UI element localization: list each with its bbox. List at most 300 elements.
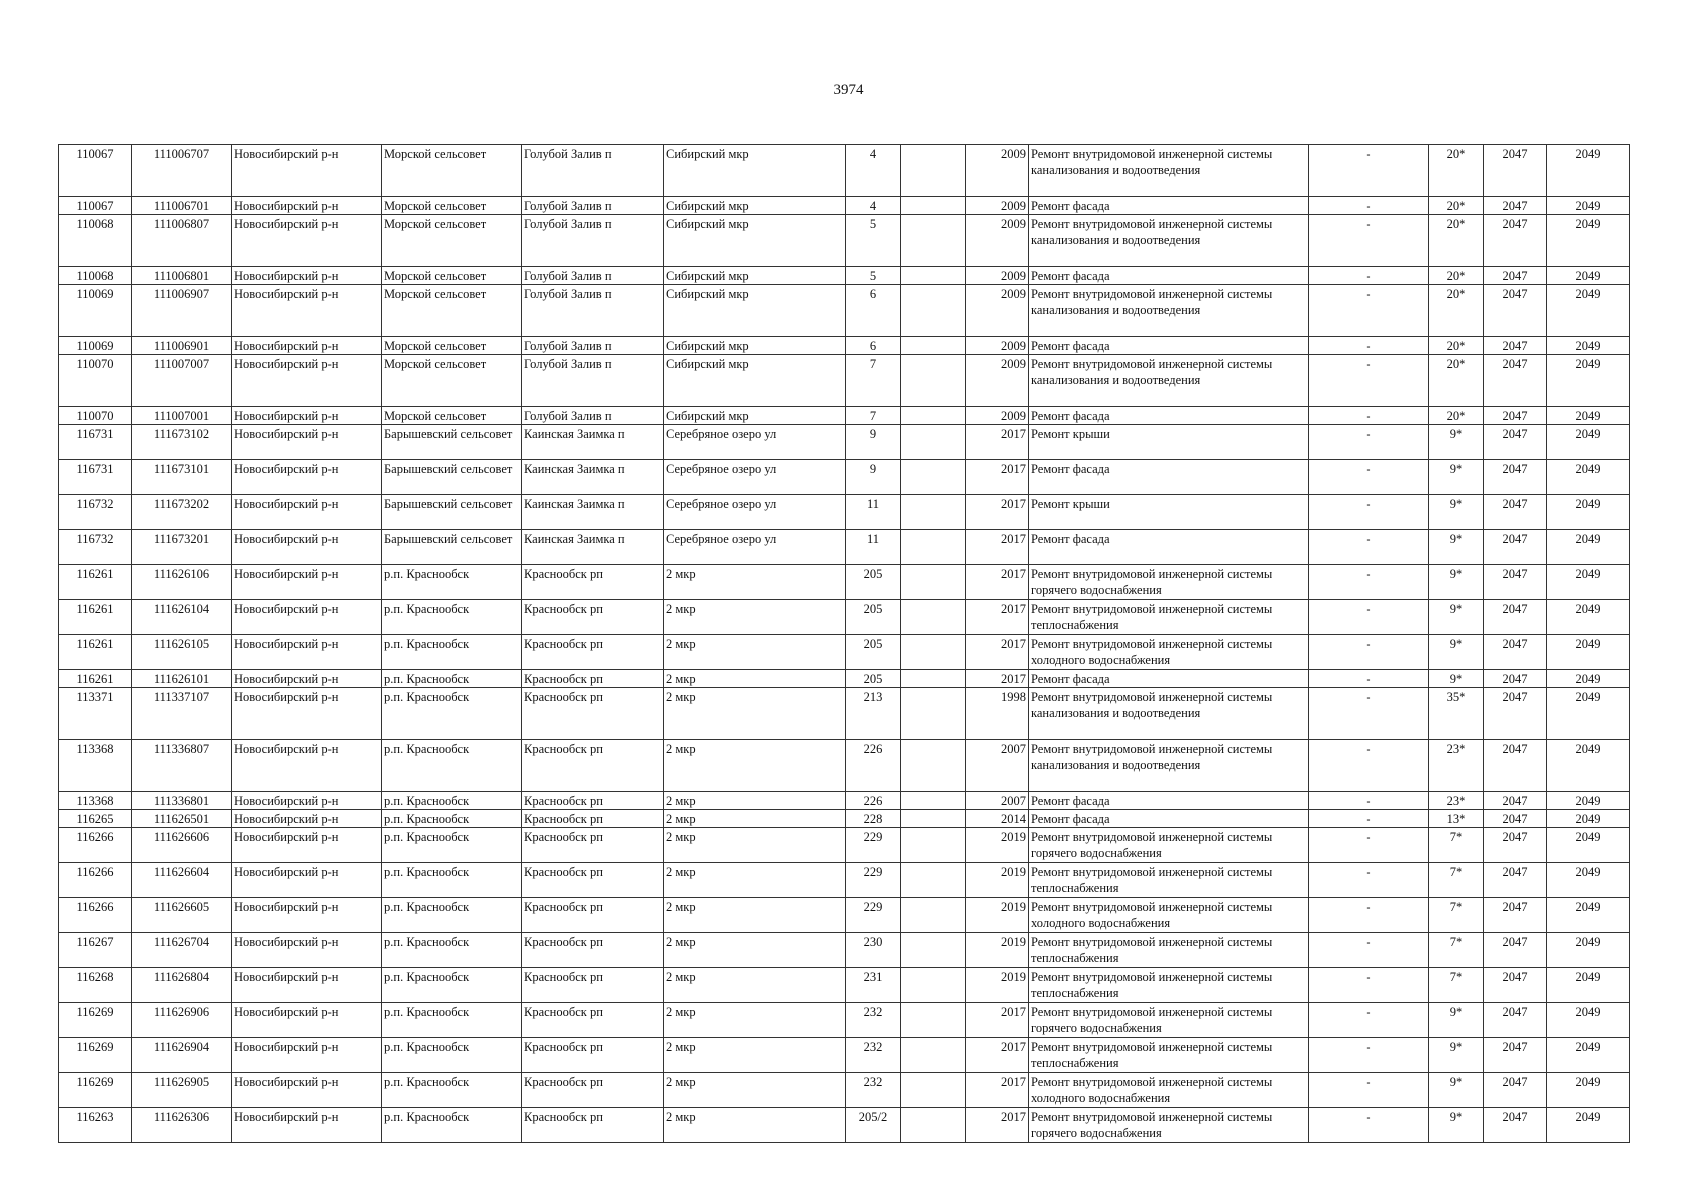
district-cell: Новосибирский р-н [232, 968, 382, 1003]
dash-cell: - [1309, 688, 1429, 740]
house-number-cell: 7 [846, 407, 901, 425]
term-cell: 9* [1429, 1108, 1484, 1143]
street-cell: Сибирский мкр [664, 337, 846, 355]
work-type-cell: Ремонт крыши [1029, 495, 1309, 530]
street-cell: 2 мкр [664, 565, 846, 600]
end-year-cell: 2049 [1547, 337, 1630, 355]
table-row [59, 285, 1630, 337]
building-cell [901, 425, 966, 460]
street-cell: Серебряное озеро ул [664, 495, 846, 530]
locality-cell: Краснообск рп [522, 898, 664, 933]
object-code-cell: 111626501 [132, 810, 232, 828]
end-year-cell: 2049 [1547, 600, 1630, 635]
locality-cell: Краснообск рп [522, 792, 664, 810]
term-cell: 20* [1429, 285, 1484, 337]
record-id-cell: 116268 [59, 968, 132, 1003]
district-cell: Новосибирский р-н [232, 285, 382, 337]
dash-cell: - [1309, 407, 1429, 425]
settlement-council-cell: Морской сельсовет [382, 285, 522, 337]
register-table-body [59, 145, 1630, 1143]
object-code-cell: 111336807 [132, 740, 232, 792]
start-year-cell: 2047 [1484, 670, 1547, 688]
locality-cell: Краснообск рп [522, 933, 664, 968]
work-type-cell: Ремонт внутридомовой инженерной системы горячего водоснабжения [1029, 565, 1309, 600]
dash-cell: - [1309, 460, 1429, 495]
start-year-cell: 2047 [1484, 285, 1547, 337]
dash-cell: - [1309, 968, 1429, 1003]
dash-cell: - [1309, 863, 1429, 898]
district-cell: Новосибирский р-н [232, 1073, 382, 1108]
object-code-cell: 111673202 [132, 495, 232, 530]
house-number-cell: 11 [846, 530, 901, 565]
work-type-cell: Ремонт внутридомовой инженерной системы холодного водоснабжения [1029, 635, 1309, 670]
year-cell: 2017 [966, 600, 1029, 635]
object-code-cell: 111626105 [132, 635, 232, 670]
work-type-cell: Ремонт внутридомовой инженерной системы канализования и водоотведения [1029, 145, 1309, 197]
end-year-cell: 2049 [1547, 828, 1630, 863]
object-code-cell: 111626101 [132, 670, 232, 688]
district-cell: Новосибирский р-н [232, 145, 382, 197]
settlement-council-cell: Морской сельсовет [382, 197, 522, 215]
table-row [59, 863, 1630, 898]
record-id-cell: 110069 [59, 285, 132, 337]
end-year-cell: 2049 [1547, 1003, 1630, 1038]
street-cell: Сибирский мкр [664, 145, 846, 197]
district-cell: Новосибирский р-н [232, 1003, 382, 1038]
object-code-cell: 111006907 [132, 285, 232, 337]
term-cell: 9* [1429, 460, 1484, 495]
start-year-cell: 2047 [1484, 145, 1547, 197]
term-cell: 20* [1429, 355, 1484, 407]
year-cell: 2017 [966, 565, 1029, 600]
building-cell [901, 828, 966, 863]
record-id-cell: 116732 [59, 530, 132, 565]
settlement-council-cell: Морской сельсовет [382, 145, 522, 197]
house-number-cell: 205 [846, 565, 901, 600]
end-year-cell: 2049 [1547, 565, 1630, 600]
district-cell: Новосибирский р-н [232, 530, 382, 565]
year-cell: 2009 [966, 197, 1029, 215]
table-row [59, 565, 1630, 600]
table-row [59, 968, 1630, 1003]
dash-cell: - [1309, 635, 1429, 670]
object-code-cell: 111626906 [132, 1003, 232, 1038]
work-type-cell: Ремонт крыши [1029, 425, 1309, 460]
street-cell: 2 мкр [664, 1073, 846, 1108]
year-cell: 2019 [966, 898, 1029, 933]
end-year-cell: 2049 [1547, 425, 1630, 460]
record-id-cell: 116261 [59, 600, 132, 635]
object-code-cell: 111626704 [132, 933, 232, 968]
record-id-cell: 116261 [59, 670, 132, 688]
building-cell [901, 215, 966, 267]
year-cell: 2009 [966, 407, 1029, 425]
term-cell: 23* [1429, 792, 1484, 810]
settlement-council-cell: Морской сельсовет [382, 267, 522, 285]
term-cell: 9* [1429, 1038, 1484, 1073]
table-row [59, 1073, 1630, 1108]
district-cell: Новосибирский р-н [232, 810, 382, 828]
table-row [59, 495, 1630, 530]
district-cell: Новосибирский р-н [232, 1108, 382, 1143]
street-cell: 2 мкр [664, 1003, 846, 1038]
work-type-cell: Ремонт внутридомовой инженерной системы теплоснабжения [1029, 1038, 1309, 1073]
street-cell: 2 мкр [664, 810, 846, 828]
district-cell: Новосибирский р-н [232, 215, 382, 267]
house-number-cell: 229 [846, 898, 901, 933]
term-cell: 9* [1429, 425, 1484, 460]
term-cell: 9* [1429, 530, 1484, 565]
dash-cell: - [1309, 337, 1429, 355]
start-year-cell: 2047 [1484, 460, 1547, 495]
start-year-cell: 2047 [1484, 635, 1547, 670]
work-type-cell: Ремонт фасада [1029, 460, 1309, 495]
house-number-cell: 229 [846, 863, 901, 898]
work-type-cell: Ремонт фасада [1029, 670, 1309, 688]
term-cell: 9* [1429, 635, 1484, 670]
object-code-cell: 111626606 [132, 828, 232, 863]
start-year-cell: 2047 [1484, 1108, 1547, 1143]
dash-cell: - [1309, 1038, 1429, 1073]
dash-cell: - [1309, 197, 1429, 215]
start-year-cell: 2047 [1484, 337, 1547, 355]
term-cell: 20* [1429, 145, 1484, 197]
house-number-cell: 231 [846, 968, 901, 1003]
work-type-cell: Ремонт внутридомовой инженерной системы горячего водоснабжения [1029, 828, 1309, 863]
building-cell [901, 898, 966, 933]
house-number-cell: 232 [846, 1038, 901, 1073]
end-year-cell: 2049 [1547, 407, 1630, 425]
term-cell: 13* [1429, 810, 1484, 828]
dash-cell: - [1309, 285, 1429, 337]
locality-cell: Голубой Залив п [522, 267, 664, 285]
dash-cell: - [1309, 792, 1429, 810]
start-year-cell: 2047 [1484, 863, 1547, 898]
work-type-cell: Ремонт фасада [1029, 337, 1309, 355]
house-number-cell: 4 [846, 145, 901, 197]
term-cell: 23* [1429, 740, 1484, 792]
building-cell [901, 1108, 966, 1143]
end-year-cell: 2049 [1547, 968, 1630, 1003]
work-type-cell: Ремонт внутридомовой инженерной системы теплоснабжения [1029, 863, 1309, 898]
dash-cell: - [1309, 267, 1429, 285]
table-row [59, 898, 1630, 933]
building-cell [901, 1073, 966, 1108]
locality-cell: Голубой Залив п [522, 215, 664, 267]
end-year-cell: 2049 [1547, 863, 1630, 898]
district-cell: Новосибирский р-н [232, 792, 382, 810]
start-year-cell: 2047 [1484, 267, 1547, 285]
table-row [59, 530, 1630, 565]
work-type-cell: Ремонт внутридомовой инженерной системы теплоснабжения [1029, 968, 1309, 1003]
dash-cell: - [1309, 565, 1429, 600]
settlement-council-cell: р.п. Краснообск [382, 828, 522, 863]
building-cell [901, 285, 966, 337]
table-row [59, 933, 1630, 968]
work-type-cell: Ремонт фасада [1029, 407, 1309, 425]
record-id-cell: 116261 [59, 635, 132, 670]
start-year-cell: 2047 [1484, 530, 1547, 565]
end-year-cell: 2049 [1547, 267, 1630, 285]
locality-cell: Краснообск рп [522, 1073, 664, 1108]
locality-cell: Голубой Залив п [522, 197, 664, 215]
district-cell: Новосибирский р-н [232, 933, 382, 968]
start-year-cell: 2047 [1484, 792, 1547, 810]
street-cell: 2 мкр [664, 670, 846, 688]
table-row [59, 1003, 1630, 1038]
building-cell [901, 670, 966, 688]
work-type-cell: Ремонт внутридомовой инженерной системы канализования и водоотведения [1029, 740, 1309, 792]
end-year-cell: 2049 [1547, 215, 1630, 267]
settlement-council-cell: р.п. Краснообск [382, 792, 522, 810]
locality-cell: Голубой Залив п [522, 337, 664, 355]
start-year-cell: 2047 [1484, 1073, 1547, 1108]
building-cell [901, 688, 966, 740]
year-cell: 2019 [966, 968, 1029, 1003]
house-number-cell: 228 [846, 810, 901, 828]
object-code-cell: 111337107 [132, 688, 232, 740]
record-id-cell: 110067 [59, 197, 132, 215]
table-row [59, 1038, 1630, 1073]
work-type-cell: Ремонт внутридомовой инженерной системы теплоснабжения [1029, 600, 1309, 635]
district-cell: Новосибирский р-н [232, 425, 382, 460]
locality-cell: Краснообск рп [522, 1003, 664, 1038]
dash-cell: - [1309, 145, 1429, 197]
district-cell: Новосибирский р-н [232, 688, 382, 740]
term-cell: 20* [1429, 267, 1484, 285]
building-cell [901, 197, 966, 215]
district-cell: Новосибирский р-н [232, 740, 382, 792]
house-number-cell: 205 [846, 635, 901, 670]
building-cell [901, 740, 966, 792]
district-cell: Новосибирский р-н [232, 863, 382, 898]
work-type-cell: Ремонт фасада [1029, 810, 1309, 828]
object-code-cell: 111626904 [132, 1038, 232, 1073]
dash-cell: - [1309, 933, 1429, 968]
street-cell: Серебряное озеро ул [664, 425, 846, 460]
end-year-cell: 2049 [1547, 635, 1630, 670]
district-cell: Новосибирский р-н [232, 1038, 382, 1073]
end-year-cell: 2049 [1547, 810, 1630, 828]
district-cell: Новосибирский р-н [232, 600, 382, 635]
object-code-cell: 111626905 [132, 1073, 232, 1108]
term-cell: 7* [1429, 863, 1484, 898]
building-cell [901, 600, 966, 635]
object-code-cell: 111006807 [132, 215, 232, 267]
locality-cell: Краснообск рп [522, 565, 664, 600]
table-row [59, 267, 1630, 285]
table-row [59, 460, 1630, 495]
settlement-council-cell: р.п. Краснообск [382, 863, 522, 898]
start-year-cell: 2047 [1484, 407, 1547, 425]
year-cell: 2017 [966, 530, 1029, 565]
term-cell: 7* [1429, 828, 1484, 863]
end-year-cell: 2049 [1547, 670, 1630, 688]
house-number-cell: 232 [846, 1073, 901, 1108]
building-cell [901, 1003, 966, 1038]
object-code-cell: 111626605 [132, 898, 232, 933]
settlement-council-cell: р.п. Краснообск [382, 1073, 522, 1108]
street-cell: Серебряное озеро ул [664, 460, 846, 495]
object-code-cell: 111673102 [132, 425, 232, 460]
end-year-cell: 2049 [1547, 355, 1630, 407]
record-id-cell: 116731 [59, 460, 132, 495]
settlement-council-cell: Морской сельсовет [382, 337, 522, 355]
house-number-cell: 226 [846, 740, 901, 792]
term-cell: 9* [1429, 495, 1484, 530]
locality-cell: Краснообск рп [522, 1108, 664, 1143]
dash-cell: - [1309, 810, 1429, 828]
table-row [59, 792, 1630, 810]
locality-cell: Каинская Заимка п [522, 530, 664, 565]
object-code-cell: 111626104 [132, 600, 232, 635]
settlement-council-cell: Барышевский сельсовет [382, 530, 522, 565]
locality-cell: Краснообск рп [522, 828, 664, 863]
building-cell [901, 337, 966, 355]
end-year-cell: 2049 [1547, 792, 1630, 810]
year-cell: 2009 [966, 215, 1029, 267]
start-year-cell: 2047 [1484, 1003, 1547, 1038]
district-cell: Новосибирский р-н [232, 337, 382, 355]
street-cell: 2 мкр [664, 863, 846, 898]
house-number-cell: 213 [846, 688, 901, 740]
end-year-cell: 2049 [1547, 530, 1630, 565]
building-cell [901, 355, 966, 407]
start-year-cell: 2047 [1484, 828, 1547, 863]
start-year-cell: 2047 [1484, 968, 1547, 1003]
building-cell [901, 145, 966, 197]
table-row [59, 355, 1630, 407]
locality-cell: Краснообск рп [522, 968, 664, 1003]
street-cell: 2 мкр [664, 600, 846, 635]
table-row [59, 145, 1630, 197]
end-year-cell: 2049 [1547, 197, 1630, 215]
end-year-cell: 2049 [1547, 1108, 1630, 1143]
object-code-cell: 111673101 [132, 460, 232, 495]
end-year-cell: 2049 [1547, 285, 1630, 337]
dash-cell: - [1309, 215, 1429, 267]
street-cell: Серебряное озеро ул [664, 530, 846, 565]
term-cell: 35* [1429, 688, 1484, 740]
settlement-council-cell: р.п. Краснообск [382, 740, 522, 792]
start-year-cell: 2047 [1484, 740, 1547, 792]
year-cell: 2009 [966, 267, 1029, 285]
locality-cell: Каинская Заимка п [522, 425, 664, 460]
year-cell: 2009 [966, 337, 1029, 355]
building-cell [901, 407, 966, 425]
locality-cell: Краснообск рп [522, 635, 664, 670]
end-year-cell: 2049 [1547, 933, 1630, 968]
record-id-cell: 110069 [59, 337, 132, 355]
street-cell: 2 мкр [664, 792, 846, 810]
record-id-cell: 116266 [59, 863, 132, 898]
street-cell: 2 мкр [664, 1038, 846, 1073]
settlement-council-cell: р.п. Краснообск [382, 635, 522, 670]
district-cell: Новосибирский р-н [232, 267, 382, 285]
dash-cell: - [1309, 425, 1429, 460]
table-row [59, 1108, 1630, 1143]
building-cell [901, 933, 966, 968]
settlement-council-cell: р.п. Краснообск [382, 688, 522, 740]
settlement-council-cell: р.п. Краснообск [382, 933, 522, 968]
start-year-cell: 2047 [1484, 197, 1547, 215]
locality-cell: Голубой Залив п [522, 355, 664, 407]
locality-cell: Голубой Залив п [522, 145, 664, 197]
house-number-cell: 7 [846, 355, 901, 407]
start-year-cell: 2047 [1484, 355, 1547, 407]
record-id-cell: 116261 [59, 565, 132, 600]
settlement-council-cell: Барышевский сельсовет [382, 495, 522, 530]
dash-cell: - [1309, 600, 1429, 635]
term-cell: 7* [1429, 898, 1484, 933]
record-id-cell: 116269 [59, 1038, 132, 1073]
work-type-cell: Ремонт внутридомовой инженерной системы горячего водоснабжения [1029, 1108, 1309, 1143]
object-code-cell: 111626604 [132, 863, 232, 898]
year-cell: 2014 [966, 810, 1029, 828]
settlement-council-cell: р.п. Краснообск [382, 670, 522, 688]
building-cell [901, 968, 966, 1003]
dash-cell: - [1309, 898, 1429, 933]
locality-cell: Краснообск рп [522, 863, 664, 898]
object-code-cell: 111006901 [132, 337, 232, 355]
record-id-cell: 116267 [59, 933, 132, 968]
building-cell [901, 565, 966, 600]
table-row [59, 197, 1630, 215]
building-cell [901, 267, 966, 285]
locality-cell: Краснообск рп [522, 1038, 664, 1073]
work-type-cell: Ремонт внутридомовой инженерной системы холодного водоснабжения [1029, 1073, 1309, 1108]
start-year-cell: 2047 [1484, 810, 1547, 828]
year-cell: 2017 [966, 670, 1029, 688]
year-cell: 2017 [966, 460, 1029, 495]
house-number-cell: 230 [846, 933, 901, 968]
locality-cell: Краснообск рп [522, 600, 664, 635]
record-id-cell: 110070 [59, 407, 132, 425]
house-number-cell: 205/2 [846, 1108, 901, 1143]
object-code-cell: 111006801 [132, 267, 232, 285]
year-cell: 1998 [966, 688, 1029, 740]
district-cell: Новосибирский р-н [232, 355, 382, 407]
locality-cell: Краснообск рп [522, 810, 664, 828]
district-cell: Новосибирский р-н [232, 898, 382, 933]
term-cell: 9* [1429, 600, 1484, 635]
record-id-cell: 116266 [59, 898, 132, 933]
object-code-cell: 111626306 [132, 1108, 232, 1143]
work-type-cell: Ремонт фасада [1029, 267, 1309, 285]
street-cell: Сибирский мкр [664, 197, 846, 215]
term-cell: 9* [1429, 1073, 1484, 1108]
district-cell: Новосибирский р-н [232, 635, 382, 670]
house-number-cell: 229 [846, 828, 901, 863]
work-type-cell: Ремонт внутридомовой инженерной системы канализования и водоотведения [1029, 688, 1309, 740]
house-number-cell: 205 [846, 670, 901, 688]
record-id-cell: 116731 [59, 425, 132, 460]
work-type-cell: Ремонт фасада [1029, 530, 1309, 565]
table-row [59, 688, 1630, 740]
table-row [59, 215, 1630, 267]
table-row [59, 810, 1630, 828]
year-cell: 2017 [966, 1108, 1029, 1143]
house-number-cell: 9 [846, 460, 901, 495]
record-id-cell: 113371 [59, 688, 132, 740]
work-type-cell: Ремонт фасада [1029, 792, 1309, 810]
street-cell: Сибирский мкр [664, 285, 846, 337]
locality-cell: Краснообск рп [522, 670, 664, 688]
object-code-cell: 111336801 [132, 792, 232, 810]
settlement-council-cell: Морской сельсовет [382, 215, 522, 267]
year-cell: 2017 [966, 495, 1029, 530]
district-cell: Новосибирский р-н [232, 670, 382, 688]
